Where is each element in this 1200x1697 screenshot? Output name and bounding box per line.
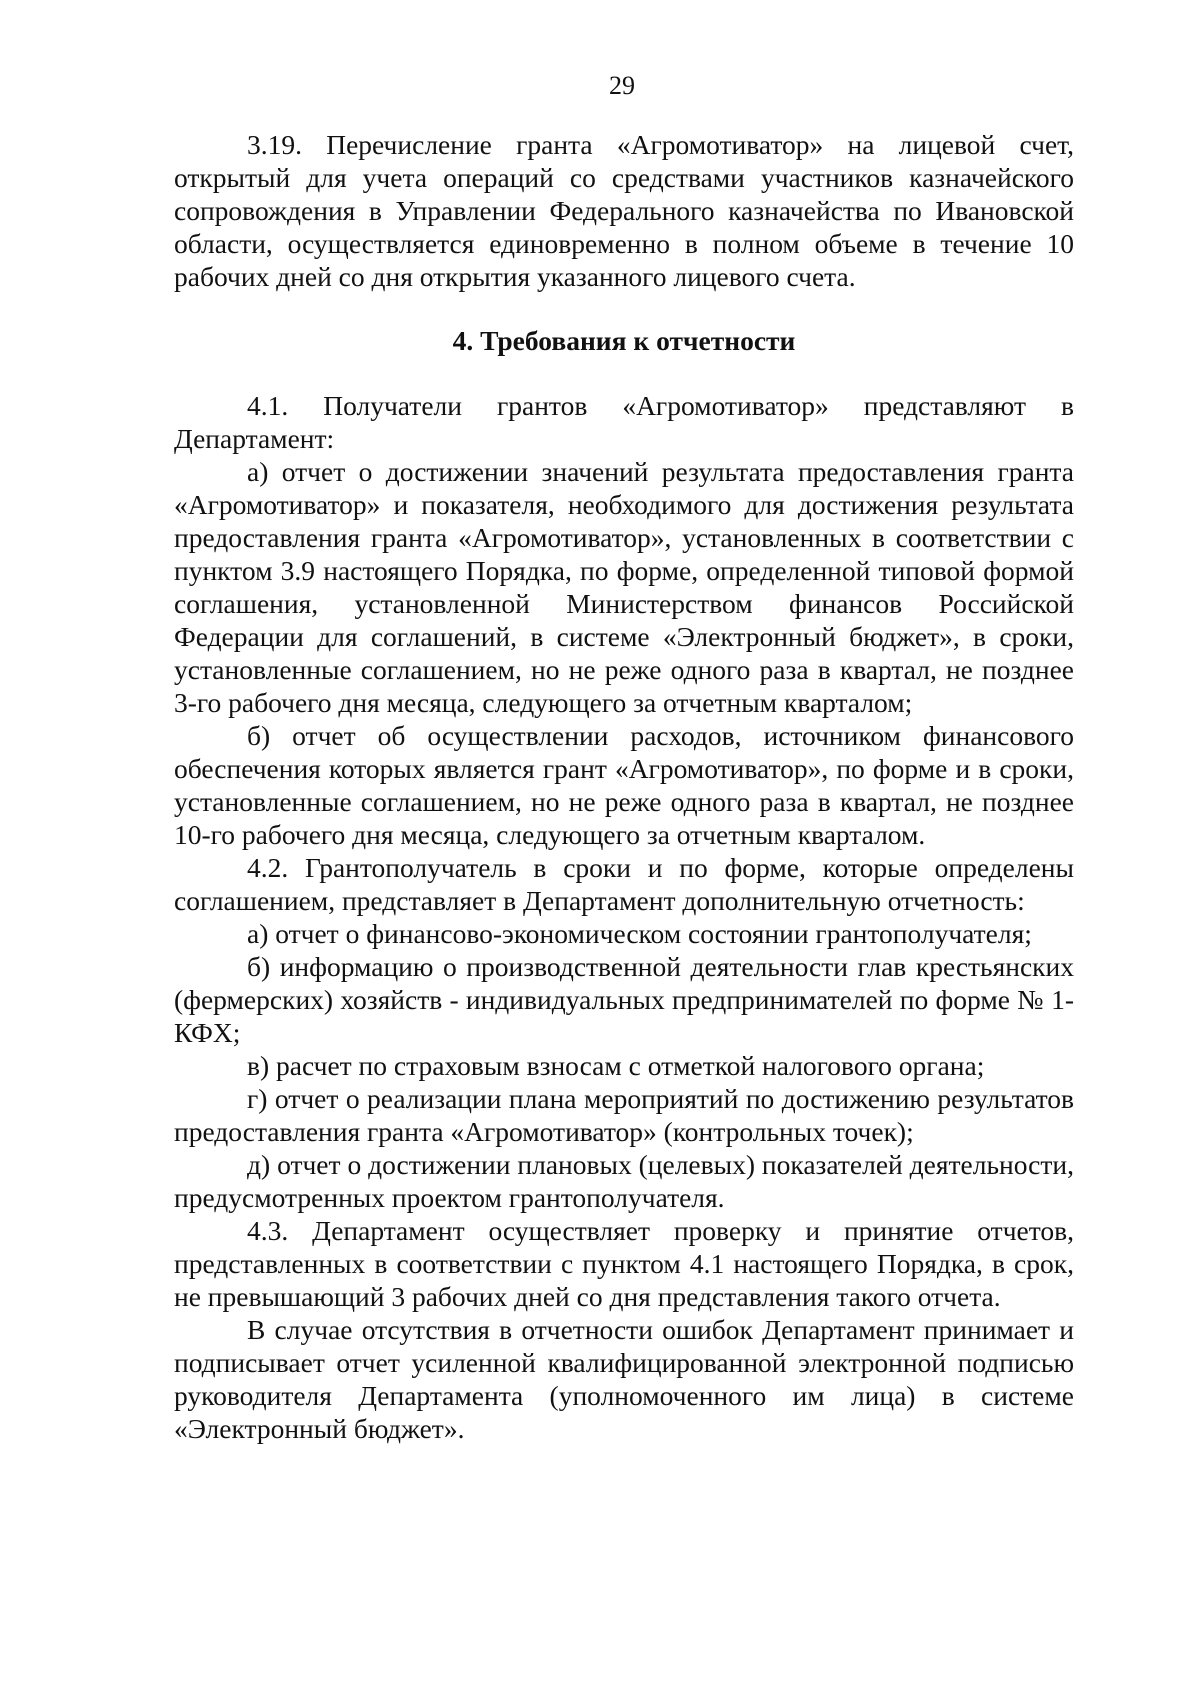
paragraph-4-1-a: а) отчет о достижении значений результата предоставления гранта «Агромотиватор» и показателя, необходимого для достижения результата предоставления гранта «Агромотиватор», установленных в соответствии с пунктом 3.9 настоящего Порядка, по форме, определенной типовой формой соглашения, установленной Министерством финансов Российской Федерации для соглашений, в системе «Электронный бюджет», в сроки, установленные соглашением, но не реже одного раза в квартал, не позднее 3-го рабочего дня месяца, следующего за отчетным кварталом; [174, 456, 1074, 718]
paragraph-4-2-a: а) отчет о финансово-экономическом состоянии грантополучателя; [247, 918, 1032, 949]
paragraph-4-2: 4.2. Грантополучатель в сроки и по форме, которые определены соглашением, представляет в Департамент дополнительную отчетность: [174, 852, 1074, 916]
paragraph-4-3-continued: В случае отсутствия в отчетности ошибок Департамент принимает и подписывает отчет усиленной квалифицированной электронной подписью руководителя Департамента (уполномоченного им лица) в системе «Электронный бюджет». [174, 1314, 1074, 1444]
section-title: 4. Требования к отчетности [452, 325, 796, 356]
paragraph-4-2-v: в) расчет по страховым взносам с отметкой налогового органа; [247, 1050, 985, 1081]
paragraph-4-1: 4.1. Получатели грантов «Агромотиватор» представляют в Департамент: [174, 390, 1074, 454]
document-body [174, 128, 1074, 1445]
paragraph-4-2-b: б) информацию о производственной деятельности глав крестьянских (фермерских) хозяйств - индивидуальных предпринимателей по форме № 1-КФХ; [174, 951, 1074, 1048]
paragraph-4-3: 4.3. Департамент осуществляет проверку и принятие отчетов, представленных в соответствии с пунктом 4.1 настоящего Порядка, в срок, не превышающий 3 рабочих дней со дня представления такого отчета. [174, 1215, 1074, 1312]
paragraph-4-2-d: д) отчет о достижении плановых (целевых) показателей деятельности, предусмотренных проектом грантополучателя. [174, 1149, 1074, 1213]
page-number: 29 [609, 71, 635, 100]
paragraph-4-2-g: г) отчет о реализации плана мероприятий по достижению результатов предоставления гранта «Агромотиватор» (контрольных точек); [174, 1083, 1074, 1147]
paragraph-3-19: 3.19. Перечисление гранта «Агромотиватор» на лицевой счет, открытый для учета операций со средствами участников казначейского сопровождения в Управлении Федерального казначейства по Ивановской области, осуществляется единовременно в полном объеме в течение 10 рабочих дней со дня открытия указанного лицевого счета. [174, 129, 1074, 292]
paragraph-4-1-b: б) отчет об осуществлении расходов, источником финансового обеспечения которых является грант «Агромотиватор», по форме и в сроки, установленные соглашением, но не реже одного раза в квартал, не позднее 10-го рабочего дня месяца, следующего за отчетным кварталом. [174, 720, 1074, 850]
